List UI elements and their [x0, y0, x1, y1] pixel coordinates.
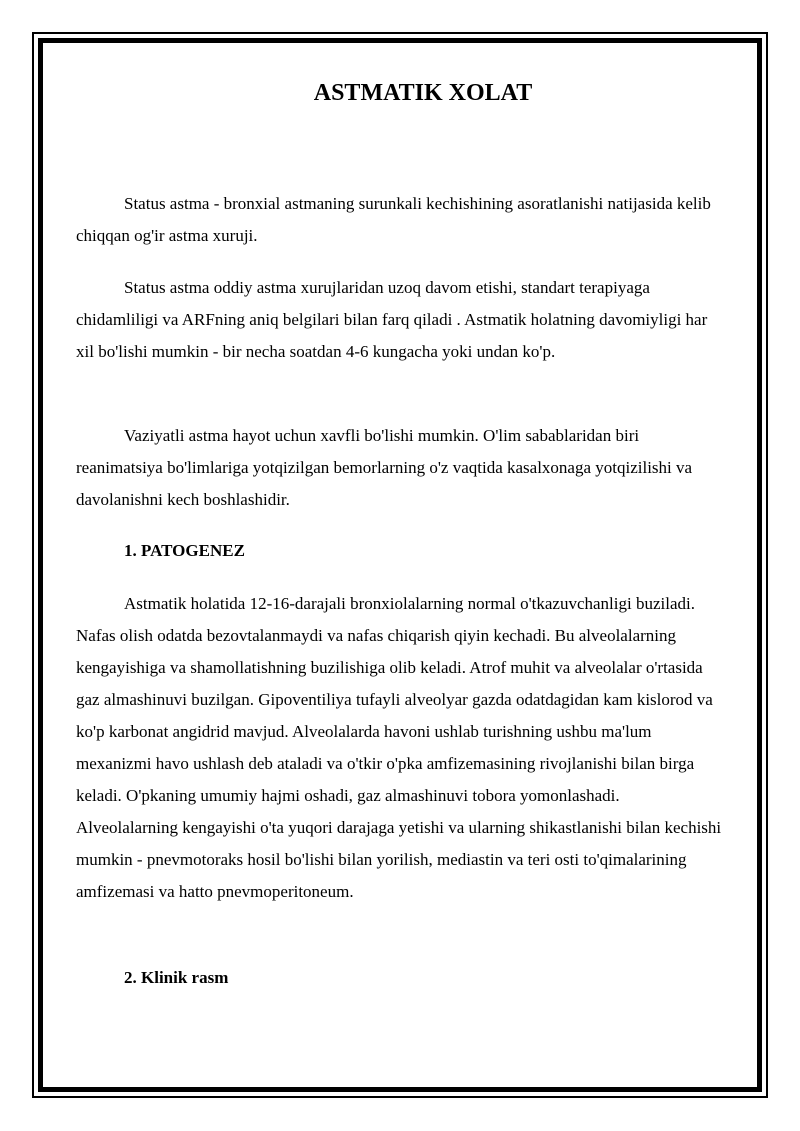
- paragraph-definition: Status astma - bronxial astmaning surunkali kechishining asoratlanishi natijasida kelib chiqqan og'ir astma xuruji.: [76, 194, 711, 245]
- paragraph-pathogenesis: Astmatik holatida 12-16-darajali bronxiolalarning normal o'tkazuvchanligi buziladi. Nafas olish odatda bezovtalanmaydi va nafas chiqarish qiyin kechadi. Bu alveolalarning kengayishiga va shamollatishning buzilishiga olib keladi. Atrof muhit va alveolalar o'rtasida gaz almashinuvi buzilgan. Gipoventiliya tufayli alveolyar gazda odatdagidan kam kislorod va ko'p karbonat angidrid mavjud. Alveolalarda havoni ushlab turishning ushbu ma'lum mexanizmi havo ushlash deb ataladi va o'tkir o'pka amfizemasining rivojlanishi bilan birga keladi. O'pkaning umumiy hajmi oshadi, gaz almashinuvi tobora yomonlashadi. Alveolalarning kengayishi o'ta yuqori darajaga yetishi va ularning shikastlanishi bilan kechishi mumkin - pnevmotoraks hosil bo'lishi bilan yorilish, mediastin va teri osti to'qimalarining amfizemasi va hatto pnevmoperitoneum.: [76, 594, 722, 901]
- paragraph-danger: Vaziyatli astma hayot uchun xavfli bo'lishi mumkin. O'lim sabablaridan biri reanimatsiya bo'limlariga yotqizilgan bemorlarning o'z vaqtida kasalxonaga yotqizilishi va davolanishni kech boshlashidir.: [76, 426, 693, 509]
- section-heading-pathogenesis: 1. PATOGENEZ: [124, 541, 245, 560]
- section-heading-clinical-picture: 2. Klinik rasm: [124, 968, 229, 987]
- document-title: ASTMATIK XOLAT: [313, 80, 533, 106]
- paragraph-duration: Status astma oddiy astma xurujlaridan uzoq davom etishi, standart terapiyaga chidamliligi va ARFning aniq belgilari bilan farq qiladi . Astmatik holatning davomiyligi har xil bo'lishi mumkin - bir necha soatdan 4-6 kungacha yoki undan ko'p.: [76, 278, 708, 361]
